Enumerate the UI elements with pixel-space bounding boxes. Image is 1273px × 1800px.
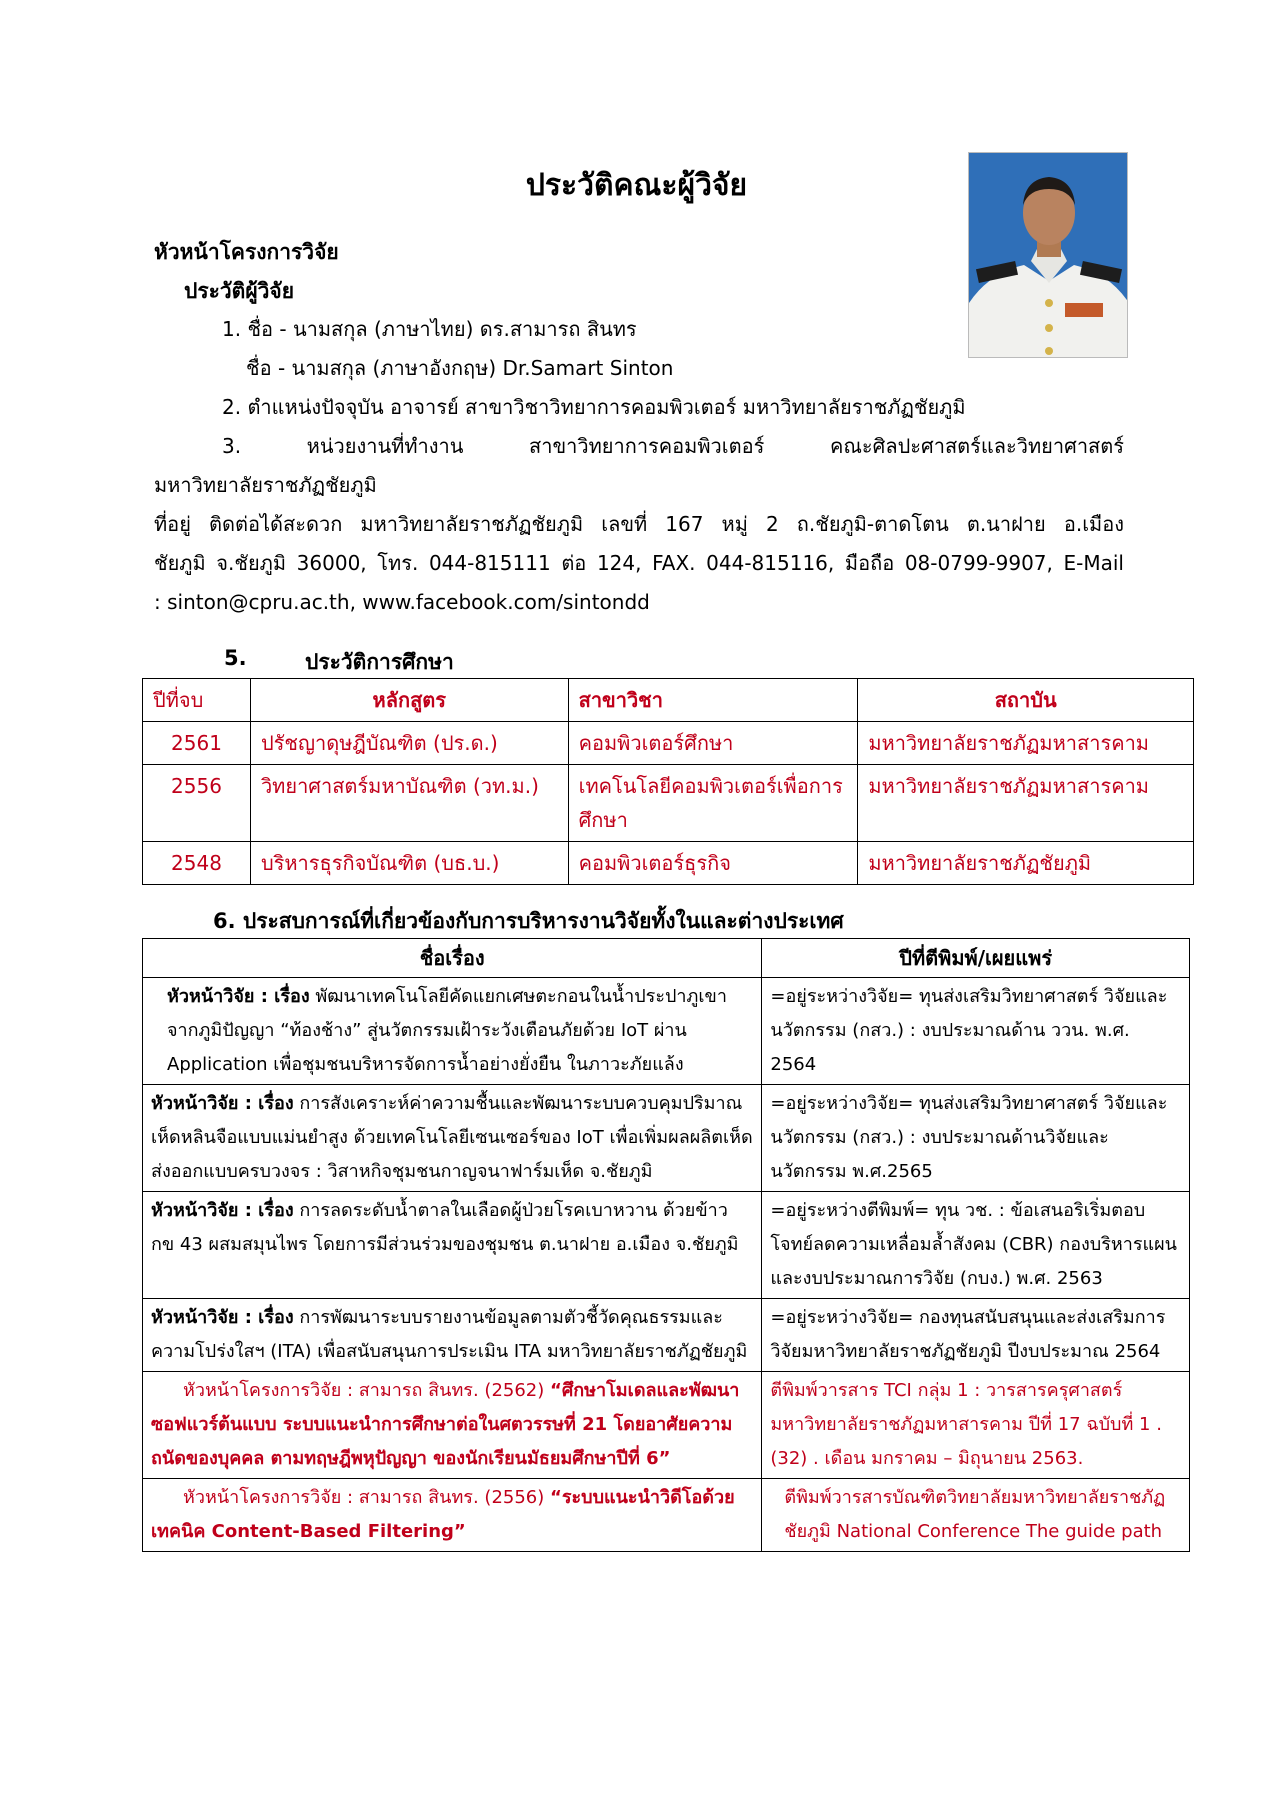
header-published: ปีที่ตีพิมพ์/เผยแพร่ — [762, 939, 1190, 978]
experience-title-cell — [143, 1085, 762, 1192]
publication-info: =อยู่ระหว่างวิจัย= กองทุนสนับสนุนและส่งเสริมการวิจัยมหาวิทยาลัยราชภัฏชัยภูมิ ปีงบประมาณ 2564 — [762, 1299, 1190, 1372]
name-english: ชื่อ - นามสกุล (ภาษาอังกฤษ) Dr.Samart Sinton — [246, 356, 674, 380]
role-label: หัวหน้าวิจัย : เรื่อง — [167, 986, 310, 1007]
role-label: หัวหน้าวิจัย : เรื่อง — [151, 1200, 294, 1221]
experience-title-cell — [143, 1479, 762, 1552]
publication-info: =อยู่ระหว่างวิจัย= ทุนส่งเสริมวิทยาศาสตร์ วิจัยและนวัตกรรม (กสว.) : งบประมาณด้าน ววน. พ.ศ. 2564 — [762, 978, 1190, 1085]
education-header-row — [143, 679, 1194, 722]
edu-major: คอมพิวเตอร์ศึกษา — [568, 722, 858, 765]
edu-major: เทคโนโลยีคอมพิวเตอร์เพื่อการศึกษา — [568, 765, 858, 842]
education-row — [143, 765, 1194, 842]
experience-row — [143, 1479, 1190, 1552]
experience-title-cell — [143, 978, 762, 1085]
current-position: 2. ตำแหน่งปัจจุบัน อาจารย์ สาขาวิชาวิทยาการคอมพิวเตอร์ มหาวิทยาลัยราชภัฏชัยภูมิ — [222, 395, 966, 419]
header-title: ชื่อเรื่อง — [143, 939, 762, 978]
experience-title-cell — [143, 1192, 762, 1299]
publication-info: =อยู่ระหว่างตีพิมพ์= ทุน วช. : ข้อเสนอริเริ่มตอบโจทย์ลดความเหลื่อมล้ำสังคม (CBR) กองบริหารแผนและงบประมาณการวิจัย (กบง.) พ.ศ. 2563 — [762, 1192, 1190, 1299]
address-line3: : sinton@cpru.ac.th, www.facebook.com/sintondd — [154, 590, 650, 614]
edu-year: 2556 — [143, 765, 251, 842]
section-heading: หัวหน้าโครงการวิจัย — [154, 240, 339, 264]
education-row — [143, 842, 1194, 885]
edu-institution: มหาวิทยาลัยราชภัฏมหาสารคาม — [858, 765, 1194, 842]
researcher-photo — [968, 152, 1128, 358]
edu-degree: วิทยาศาสตร์มหาบัณฑิต (วท.ม.) — [250, 765, 568, 842]
research-title: “ระบบแนะนำวิดีโอด้วยเทคนิค Content-Based Filtering” — [151, 1487, 735, 1542]
publication-info: ตีพิมพ์วารสารบัณฑิตวิทยาลัยมหาวิทยาลัยราชภัฏชัยภูมิ National Conference The guide path — [762, 1479, 1190, 1552]
research-title: การพัฒนาระบบรายงานข้อมูลตามตัวชี้วัดคุณธรรมและความโปร่งใสฯ (ITA) เพื่อสนับสนุนการประเมิน ITA มหาวิทยาลัยราชภัฏชัยภูมิ — [151, 1307, 748, 1362]
edu-year: 2561 — [143, 722, 251, 765]
experience-row — [143, 978, 1190, 1085]
edu-year: 2548 — [143, 842, 251, 885]
experience-row — [143, 1085, 1190, 1192]
experience-header-row — [143, 939, 1190, 978]
workplace-line2: มหาวิทยาลัยราชภัฏชัยภูมิ — [154, 473, 377, 497]
experience-row — [143, 1299, 1190, 1372]
edu-major: คอมพิวเตอร์ธุรกิจ — [568, 842, 858, 885]
education-table — [142, 678, 1194, 885]
address-line1: ที่อยู่ ติดต่อได้สะดวก มหาวิทยาลัยราชภัฏชัยภูมิ เลขที่ 167 หมู่ 2 ถ.ชัยภูมิ-ตาดโตน ต.นาฝาย อ.เมือง — [154, 512, 1124, 536]
experience-heading: 6. ประสบการณ์ที่เกี่ยวข้องกับการบริหารงานวิจัยทั้งในและต่างประเทศ — [213, 909, 844, 933]
author-citation: หัวหน้าโครงการวิจัย : สามารถ สินทร. (2562) — [183, 1380, 550, 1401]
header-degree: หลักสูตร — [250, 679, 568, 722]
experience-row — [143, 1192, 1190, 1299]
education-heading: ประวัติการศึกษา — [305, 650, 454, 674]
experience-table — [142, 938, 1190, 1552]
role-label: หัวหน้าวิจัย : เรื่อง — [151, 1307, 294, 1328]
sub-heading: ประวัติผู้วิจัย — [184, 279, 295, 303]
workplace-line1: 3. หน่วยงานที่ทำงาน สาขาวิทยาการคอมพิวเตอร์ คณะศิลปะศาสตร์และวิทยาศาสตร์ — [222, 434, 1124, 458]
research-title: “ศึกษาโมเดลและพัฒนาซอฟแวร์ต้นแบบ ระบบแนะนำการศึกษาต่อในศตวรรษที่ 21 โดยอาศัยความถนัดของบุคคล ตามทฤษฎีพหุปัญญา ของนักเรียนมัธยมศึกษาปีที่ 6” — [151, 1380, 740, 1469]
page-title: ประวัติคณะผู้วิจัย — [525, 168, 748, 203]
edu-degree: บริหารธุรกิจบัณฑิต (บธ.บ.) — [250, 842, 568, 885]
edu-institution: มหาวิทยาลัยราชภัฏชัยภูมิ — [858, 842, 1194, 885]
address-line2: ชัยภูมิ จ.ชัยภูมิ 36000, โทร. 044-815111 ต่อ 124, FAX. 044-815116, มือถือ 08-0799-9907, E-Mail — [154, 551, 1124, 575]
education-row — [143, 722, 1194, 765]
author-citation: หัวหน้าโครงการวิจัย : สามารถ สินทร. (2556) — [183, 1487, 550, 1508]
edu-degree: ปรัชญาดุษฎีบัณฑิต (ปร.ด.) — [250, 722, 568, 765]
experience-title-cell — [143, 1299, 762, 1372]
header-institution: สถาบัน — [858, 679, 1194, 722]
publication-info: ตีพิมพ์วารสาร TCI กลุ่ม 1 : วารสารครุศาสตร์ มหาวิทยาลัยราชภัฏมหาสารคาม ปีที่ 17 ฉบับที่ 1 .(32) . เดือน มกราคม – มิถุนายน 2563. — [762, 1372, 1190, 1479]
research-title: พัฒนาเทคโนโลยีคัดแยกเศษตะกอนในน้ำประปาภูเขาจากภูมิปัญญา “ท้องช้าง” สู่นวัตกรรมเฝ้าระวังเตือนภัยด้วย IoT ผ่าน Application เพื่อชุมชนบริหารจัดการน้ำอย่างยั่งยืน ในภาวะภัยแล้ง — [167, 986, 727, 1075]
education-number: 5. — [224, 646, 247, 670]
experience-row — [143, 1372, 1190, 1479]
publication-info: =อยู่ระหว่างวิจัย= ทุนส่งเสริมวิทยาศาสตร์ วิจัยและนวัตกรรม (กสว.) : งบประมาณด้านวิจัยและนวัตกรรม พ.ศ.2565 — [762, 1085, 1190, 1192]
name-thai: 1. ชื่อ - นามสกุล (ภาษาไทย) ดร.สามารถ สินทร — [222, 317, 637, 341]
header-year: ปีที่จบ — [143, 679, 251, 722]
research-title: การสังเคราะห์ค่าความชื้นและพัฒนาระบบควบคุมปริมาณเห็ดหลินจือแบบแม่นยำสูง ด้วยเทคโนโลยีเซนเซอร์ของ IoT เพื่อเพิ่มผลผลิตเห็ดส่งออกแบบครบวงจร : วิสาหกิจชุมชนกาญจนาฟาร์มเห็ด จ.ชัยภูมิ — [151, 1093, 753, 1182]
research-title: การลดระดับน้ำตาลในเลือดผู้ป่วยโรคเบาหวาน ด้วยข้าว กข 43 ผสมสมุนไพร โดยการมีส่วนร่วมของชุมชน ต.นาฝาย อ.เมือง จ.ชัยภูมิ — [151, 1200, 739, 1255]
experience-title-cell — [143, 1372, 762, 1479]
edu-institution: มหาวิทยาลัยราชภัฏมหาสารคาม — [858, 722, 1194, 765]
portrait-image — [969, 153, 1128, 358]
header-major: สาขาวิชา — [568, 679, 858, 722]
role-label: หัวหน้าวิจัย : เรื่อง — [151, 1093, 294, 1114]
